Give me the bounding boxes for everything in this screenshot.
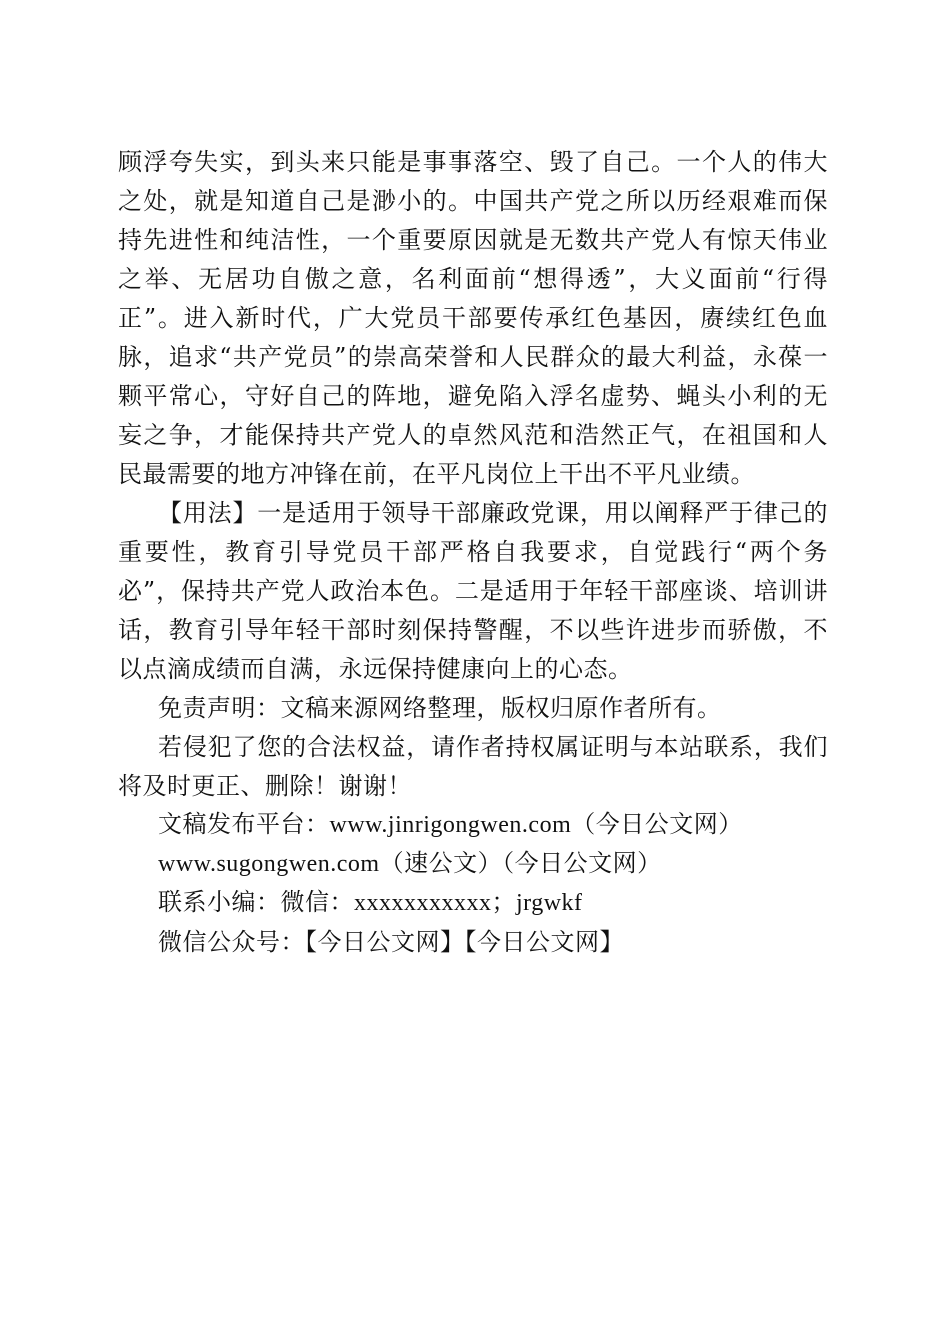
site-line: www.sugongwen.com（速公文）（今日公文网） xyxy=(158,851,662,877)
document-page xyxy=(118,143,828,962)
disclaimer-text: 免责声明：文稿来源网络整理，版权归原作者所有。 xyxy=(158,694,722,722)
usage-paragraph: 【用法】一是适用于领导干部廉政党课，用以阐释严于律己的重要性，教育引导党员干部严格自我要求，自觉践行“两个务必”，保持共产党人政治本色。二是适用于年轻干部座谈、培训讲话，教育引导年轻干部时刻保持警醒，不以些许进步而骄傲，不以点滴成绩而自满，永远保持健康向上的心态。 xyxy=(118,499,828,683)
infringement-notice: 若侵犯了您的合法权益，请作者持权属证明与本站联系，我们将及时更正、删除！谢谢！ xyxy=(118,733,828,800)
wechat-account-line: 微信公众号：【今日公文网】【今日公文网】 xyxy=(158,928,624,956)
body-paragraph-1: 顾浮夸失实，到头来只能是事事落空、毁了自己。一个人的伟大之处，就是知道自己是渺小的。中国共产党之所以历经艰难而保持先进性和纯洁性，一个重要原因就是无数共产党人有惊天伟业之举、无居功自傲之意，名利面前“想得透”，大义面前“行得正”。进入新时代，广大党员干部要传承红色基因，赓续红色血脉，追求“共产党员”的崇高荣誉和人民群众的最大利益，永葆一颗平常心，守好自己的阵地，避免陷入浮名虚势、蝇头小利的无妄之争，才能保持共产党人的卓然风范和浩然正气，在祖国和人民最需要的地方冲锋在前，在平凡岗位上干出不平凡业绩。 xyxy=(118,148,828,488)
platform-line: 文稿发布平台：www.jinrigongwen.com（今日公文网） xyxy=(158,812,743,838)
contact-line: 联系小编：微信：xxxxxxxxxxx；jrgwkf xyxy=(158,890,583,916)
